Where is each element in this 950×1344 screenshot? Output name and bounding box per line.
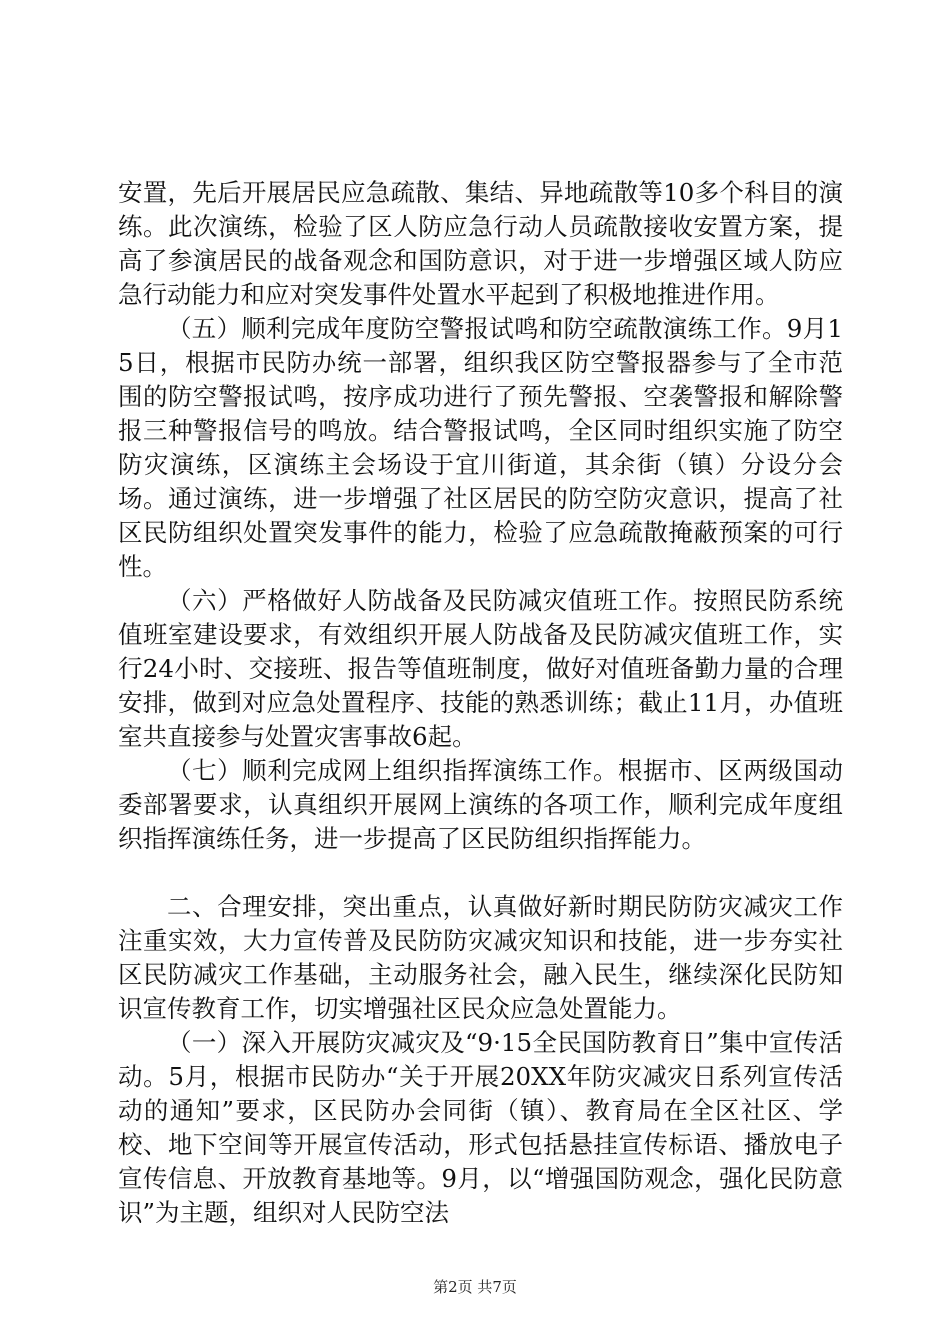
paragraph-air-raid-alarm: （五）顺利完成年度防空警报试鸣和防空疏散演练工作。9月15日，根据市民防办统一部署，组织我区防空警报器参与了全市范围的防空警报试鸣，按序成功进行了预先警报、空袭警报和解除警报三种警报信号的鸣放。结合警报试鸣，全区同时组织实施了防空防灾演练，区演练主会场设于宜川街道，其余街（镇）分设分会场。通过演练，进一步增强了社区居民的防空防灾意识，提高了社区民防组织处置突发事件的能力，检验了应急疏散掩蔽预案的可行性。 (118, 314, 843, 581)
paragraph-drill-summary: 安置，先后开展居民应急疏散、集结、异地疏散等10多个科目的演练。此次演练，检验了区人防应急行动人员疏散接收安置方案，提高了参演居民的战备观念和国防意识，对于进一步增强区域人防应急行动能力和应对突发事件处置水平起到了积极地推进作用。 (118, 178, 843, 309)
page-number-footer: 第2页 共7页 (433, 1278, 517, 1296)
paragraph-online-drill: （七）顺利完成网上组织指挥演练工作。根据市、区两级国动委部署要求，认真组织开展网上演练的各项工作，顺利完成年度组织指挥演练任务，进一步提高了区民防组织指挥能力。 (118, 756, 843, 853)
section-heading-two: 二、合理安排，突出重点，认真做好新时期民防防灾减灾工作注重实效，大力宣传普及民防防灾减灾知识和技能，进一步夯实社区民防减灾工作基础，主动服务社会，融入民生，继续深化民防知识宣传教育工作，切实增强社区民众应急处置能力。 (118, 892, 843, 1023)
paragraph-publicity-campaign: （一）深入开展防灾减灾及“9·15全民国防教育日”集中宣传活动。5月，根据市民防办“关于开展20XX年防灾减灾日系列宣传活动的通知”要求，区民防办会同街（镇）、教育局在全区社区、学校、地下空间等开展宣传活动，形式包括悬挂宣传标语、播放电子宣传信息、开放教育基地等。9月，以“增强国防观念，强化民防意识”为主题，组织对人民防空法 (118, 1028, 843, 1227)
paragraph-duty-shift: （六）严格做好人防战备及民防减灾值班工作。按照民防系统值班室建设要求，有效组织开展人防战备及民防减灾值班工作，实行24小时、交接班、报告等值班制度，做好对值班备勤力量的合理安排，做到对应急处置程序、技能的熟悉训练；截止11月，办值班室共直接参与处置灾害事故6起。 (118, 586, 843, 751)
document-body (118, 176, 843, 1230)
